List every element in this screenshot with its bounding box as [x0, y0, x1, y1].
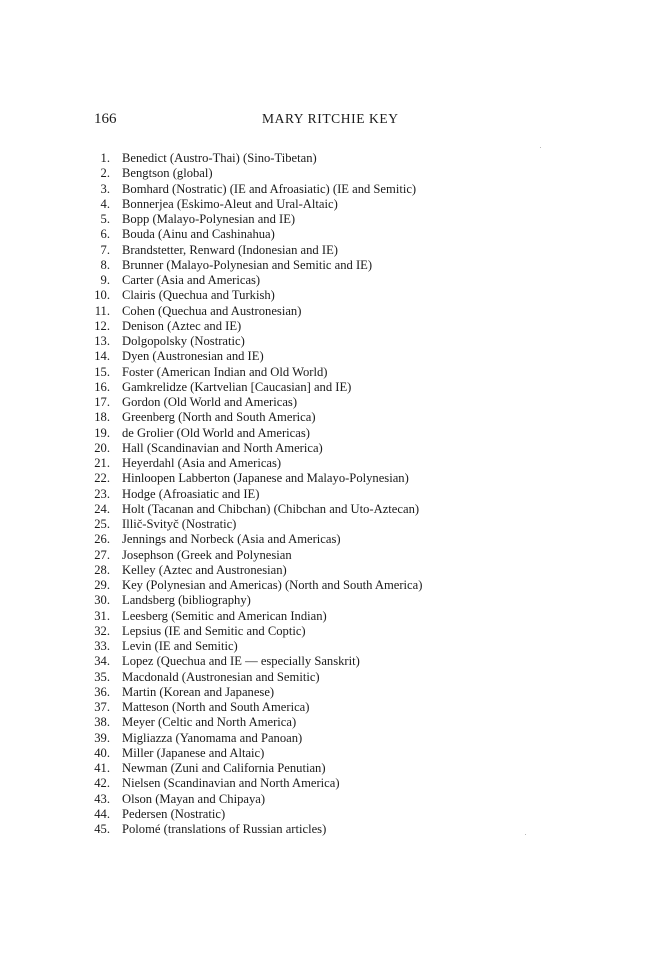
scan-speck — [525, 834, 526, 835]
entry-text: Key (Polynesian and Americas) (North and South America) — [122, 578, 423, 592]
entry-number: 13. — [94, 334, 110, 348]
entry-number: 10. — [94, 288, 110, 303]
list-item — [86, 654, 566, 669]
list-item — [86, 761, 566, 776]
entry-text: Leesberg (Semitic and American Indian) — [122, 608, 327, 623]
entry-text: Josephson (Greek and Polynesian — [122, 547, 292, 562]
list-item — [86, 578, 566, 593]
entry-text: Bouda (Ainu and Cashinahua) — [122, 227, 275, 242]
entry-text: Heyerdahl (Asia and Americas) — [122, 456, 282, 470]
entry-number: 24. — [94, 501, 110, 516]
entry-text: Landsberg (bibliography) — [122, 593, 251, 608]
entry-number: 2. — [100, 166, 110, 181]
entry-text: Pedersen (Nostratic) — [122, 806, 226, 821]
entry-text: Kelley (Aztec and Austronesian) — [122, 562, 287, 577]
entry-number: 15. — [94, 364, 110, 379]
list-item — [86, 517, 566, 532]
list-item — [86, 776, 566, 791]
entry-number: 23. — [94, 486, 110, 501]
list-item — [86, 715, 566, 730]
list-item — [86, 197, 566, 212]
entry-number: 3. — [100, 181, 110, 196]
entry-number: 1. — [100, 151, 110, 165]
entry-number: 27. — [94, 547, 110, 562]
entry-text: Brandstetter, Renward (Indonesian and IE) — [122, 242, 338, 257]
entry-text: de Grolier (Old World and Americas) — [122, 425, 310, 440]
entry-number: 36. — [94, 684, 110, 699]
list-item — [86, 227, 566, 242]
list-item — [86, 380, 566, 395]
list-item — [86, 792, 566, 807]
entry-number: 25. — [94, 517, 110, 531]
entry-text: Hinloopen Labberton (Japanese and Malayo-Polynesian) — [122, 471, 409, 486]
entry-text: Macdonald (Austronesian and Semitic) — [122, 669, 320, 684]
list-item — [86, 182, 566, 197]
page-number: 166 — [94, 111, 117, 127]
entry-number: 30. — [94, 593, 110, 608]
entry-text: Bomhard (Nostratic) (IE and Afroasiatic) (IE and Semitic) — [122, 181, 417, 196]
entry-number: 8. — [100, 257, 110, 272]
entry-number: 38. — [94, 715, 110, 730]
entry-number: 34. — [94, 654, 110, 669]
list-item — [86, 395, 566, 410]
entry-text: Illič-Svityč (Nostratic) — [122, 517, 237, 531]
entry-text: Denison (Aztec and IE) — [122, 318, 242, 333]
running-head: MARY RITCHIE KEY — [262, 111, 399, 126]
list-item — [86, 166, 566, 181]
scan-speck — [540, 147, 541, 148]
entry-number: 5. — [100, 212, 110, 226]
list-item — [86, 288, 566, 303]
entry-text: Migliazza (Yanomama and Panoan) — [122, 730, 303, 745]
list-item — [86, 548, 566, 563]
author-list — [86, 151, 566, 837]
list-item — [86, 243, 566, 258]
list-item — [86, 426, 566, 441]
entry-number: 21. — [94, 456, 110, 470]
entry-text: Hall (Scandinavian and North America) — [122, 440, 323, 455]
entry-number: 16. — [94, 379, 110, 394]
entry-text: Levin (IE and Semitic) — [122, 639, 238, 653]
list-item — [86, 822, 566, 837]
entry-text: Martin (Korean and Japanese) — [122, 684, 275, 699]
entry-text: Newman (Zuni and California Penutian) — [122, 761, 326, 775]
list-item — [86, 532, 566, 547]
entry-number: 41. — [94, 761, 110, 775]
entry-text: Benedict (Austro-Thai) (Sino-Tibetan) — [122, 151, 317, 165]
list-item — [86, 212, 566, 227]
entry-text: Gamkrelidze (Kartvelian [Caucasian] and IE) — [122, 379, 352, 394]
entry-number: 12. — [94, 318, 110, 333]
entry-text: Hodge (Afroasiatic and IE) — [122, 486, 260, 501]
entry-number: 35. — [94, 669, 110, 684]
entry-text: Greenberg (North and South America) — [122, 410, 316, 425]
entry-text: Meyer (Celtic and North America) — [122, 715, 297, 730]
entry-number: 14. — [94, 349, 110, 364]
list-item — [86, 487, 566, 502]
entry-text: Bopp (Malayo-Polynesian and IE) — [122, 212, 296, 226]
list-item — [86, 410, 566, 425]
list-item — [86, 670, 566, 685]
entry-number: 42. — [94, 776, 110, 791]
entry-text: Lepsius (IE and Semitic and Coptic) — [122, 623, 306, 638]
entry-text: Cohen (Quechua and Austronesian) — [122, 303, 302, 318]
entry-text: Clairis (Quechua and Turkish) — [122, 288, 275, 303]
list-item — [86, 304, 566, 319]
list-item — [86, 746, 566, 761]
entry-number: 18. — [94, 410, 110, 425]
entry-number: 37. — [94, 700, 110, 714]
entry-text: Matteson (North and South America) — [122, 700, 310, 714]
entry-text: Miller (Japanese and Altaic) — [122, 745, 265, 760]
entry-text: Olson (Mayan and Chipaya) — [122, 791, 266, 806]
entry-number: 39. — [94, 730, 110, 745]
list-item — [86, 319, 566, 334]
list-item — [86, 700, 566, 715]
list-item — [86, 456, 566, 471]
entry-text: Holt (Tacanan and Chibchan) (Chibchan and Uto-Aztecan) — [122, 501, 420, 516]
entry-text: Gordon (Old World and Americas) — [122, 395, 298, 409]
entry-number: 9. — [100, 273, 110, 287]
entry-number: 19. — [94, 425, 110, 440]
list-item — [86, 685, 566, 700]
list-item — [86, 502, 566, 517]
entry-number: 29. — [94, 578, 110, 592]
entry-text: Bonnerjea (Eskimo-Aleut and Ural-Altaic) — [122, 196, 338, 211]
list-item — [86, 365, 566, 380]
entry-text: Foster (American Indian and Old World) — [122, 364, 328, 379]
entry-text: Nielsen (Scandinavian and North America) — [122, 776, 340, 791]
entry-text: Dolgopolsky (Nostratic) — [122, 334, 245, 348]
entry-number: 40. — [94, 745, 110, 760]
page-header — [94, 110, 462, 128]
entry-number: 44. — [94, 806, 110, 821]
entry-text: Brunner (Malayo-Polynesian and Semitic and IE) — [122, 257, 373, 272]
entry-text: Jennings and Norbeck (Asia and Americas) — [122, 532, 341, 547]
entry-number: 20. — [94, 440, 110, 455]
entry-text: Lopez (Quechua and IE — especially Sanskrit) — [122, 654, 360, 669]
list-item — [86, 441, 566, 456]
entry-number: 33. — [94, 639, 110, 653]
entry-text: Dyen (Austronesian and IE) — [122, 349, 264, 364]
list-item — [86, 639, 566, 654]
list-item — [86, 593, 566, 608]
list-item — [86, 563, 566, 578]
list-item — [86, 151, 566, 166]
entry-number: 11. — [94, 303, 110, 318]
entry-number: 32. — [94, 623, 110, 638]
entry-number: 7. — [100, 242, 110, 257]
list-item — [86, 731, 566, 746]
entry-number: 22. — [94, 471, 110, 486]
list-item — [86, 258, 566, 273]
entry-text: Bengtson (global) — [122, 166, 213, 181]
entry-number: 17. — [94, 395, 110, 409]
list-item — [86, 624, 566, 639]
entry-number: 45. — [94, 822, 110, 836]
list-item — [86, 807, 566, 822]
entry-text: Carter (Asia and Americas) — [122, 273, 261, 287]
list-item — [86, 349, 566, 364]
list-item — [86, 273, 566, 288]
entry-number: 31. — [94, 608, 110, 623]
entry-number: 26. — [94, 532, 110, 547]
list-item — [86, 609, 566, 624]
list-item — [86, 471, 566, 486]
list-item — [86, 334, 566, 349]
entry-number: 6. — [100, 227, 110, 242]
entry-number: 43. — [94, 791, 110, 806]
entry-number: 4. — [100, 196, 110, 211]
entry-number: 28. — [94, 562, 110, 577]
entry-text: Polomé (translations of Russian articles) — [122, 822, 327, 836]
